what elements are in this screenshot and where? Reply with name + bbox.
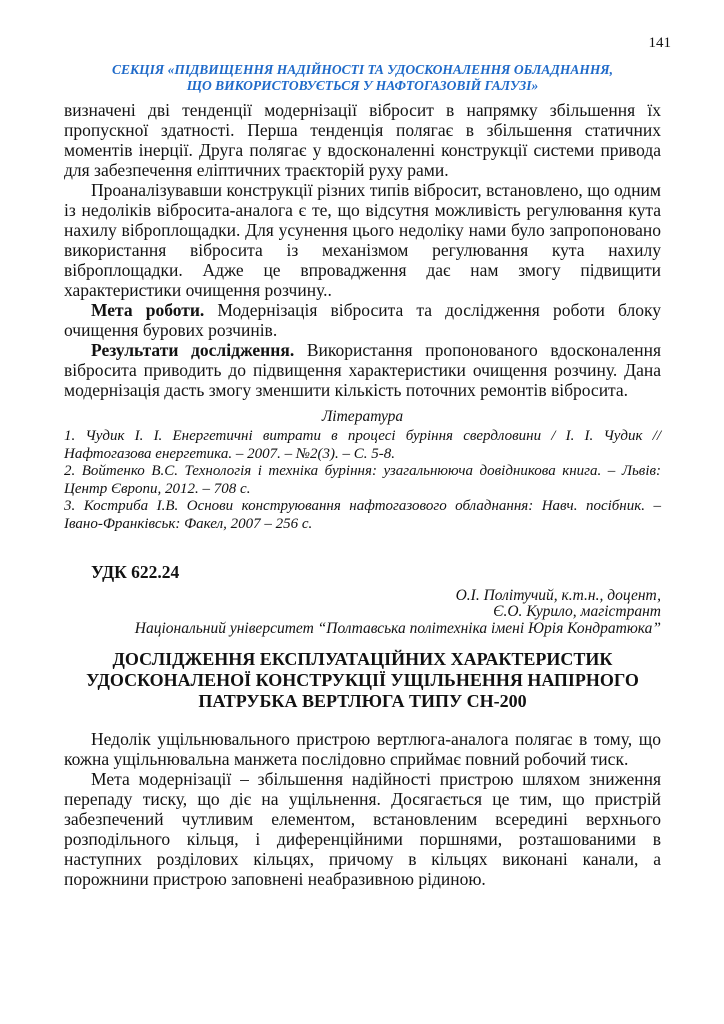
literature-heading: Література xyxy=(321,408,404,425)
paragraph-analysis: Проаналізувавши конструкції різних типів вібросит, встановлено, що одним із недоліків вібросита-аналога є те, що відсутня можливість регулювання кута нахилу віброплощадки. Для усунення цього недоліку нами було запропоновано використання вібросита із механізмом регулювання кута нахилу віброплощадки. Адже це впровадження дає нам змогу підвищити характеристики очищення розчину.. xyxy=(64,180,661,300)
author-line: Є.О. Курило, магістрант xyxy=(493,603,661,621)
paragraph-results xyxy=(64,340,661,400)
article-title: ДОСЛІДЖЕННЯ ЕКСПЛУАТАЦІЙНИХ ХАРАКТЕРИСТИК УДОСКОНАЛЕНОЇ КОНСТРУКЦІЇ УЩІЛЬНЕННЯ НАПІРНОГО ПАТРУБКА ВЕРТЛЮГА ТИПУ СН-200 xyxy=(86,649,639,712)
page-number: 141 xyxy=(648,35,671,51)
results-lead: Результати дослідження. xyxy=(91,340,295,360)
section-header xyxy=(64,62,661,94)
previous-article-body xyxy=(64,100,661,400)
paragraph-continued: визначені дві тенденції модернізації вібросит в напрямку збільшення їх пропускної здатності. Перша тенденція полягає в збільшення статичних моментів інерції. Друга полягає у вдосконаленні конструкції системи привода для забезпечення еліптичних траєкторій руху рами. xyxy=(64,100,661,180)
affiliation-line: Національний університет “Полтавська політехніка імені Юрія Кондратюка” xyxy=(134,619,661,637)
paragraph-goal-of-work xyxy=(64,300,661,340)
literature-item: 1. Чудик І. І. Енергетичні витрати в процесі буріння свердловини / І. І. Чудик // Нафтогазова енергетика. – 2007. – №2(3). – С. 5-8. xyxy=(64,428,661,462)
paragraph-drawback: Недолік ущільнювального пристрою вертлюга-аналога полягає в тому, що кожна ущільнювальна манжета послідовно сприймає повний робочий тиск. xyxy=(64,729,661,770)
literature-item: 2. Войтенко В.С. Технологія і техніка буріння: узагальнююча довідникова книга. – Львів: Центр Європи, 2012. – 708 с. xyxy=(64,463,661,497)
section-header-line-2: ЩО ВИКОРИСТОВУЄТЬСЯ У НАФТОГАЗОВІЙ ГАЛУЗІ» xyxy=(186,78,539,93)
section-header-line-1: СЕКЦІЯ «ПІДВИЩЕННЯ НАДІЙНОСТІ ТА УДОСКОНАЛЕННЯ ОБЛАДНАННЯ, xyxy=(111,62,614,77)
results-text: Використання пропонованого вдосконалення вібросита приводить до підвищення характеристики очищення розчину. Дана модернізація дасть змогу зменшити кількість поточних ремонтів вібросита. xyxy=(64,340,661,400)
literature-item: 3. Костриба І.В. Основи конструювання нафтогазового обладнання: Навч. посібник. – Івано-Франківськ: Факел, 2007 – 256 с. xyxy=(64,498,661,532)
udc-code: УДК 622.24 xyxy=(91,561,180,582)
paragraph-modernization-goal: Мета модернізації – збільшення надійності пристрою шляхом зниження перепаду тиску, що діє на ущільнення. Досягається це тим, що пристрій забезпечений чутливим елементом, встановленим всередині верхнього розподільного кільця, і диференційними поршнями, розташованими в наступних розділових кільцях, причому в кільцях виконані канали, а порожнини пристрою заповнені неабразивною рідиною. xyxy=(64,769,661,890)
goal-of-work-text: Модернізація вібросита та дослідження роботи блоку очищення бурових розчинів. xyxy=(64,300,661,340)
goal-of-work-lead: Мета роботи. xyxy=(91,300,205,320)
literature-list xyxy=(64,428,661,534)
authors-block xyxy=(64,588,661,638)
author-line: О.І. Політучий, к.т.н., доцент, xyxy=(455,586,661,604)
next-article-body xyxy=(64,729,661,889)
